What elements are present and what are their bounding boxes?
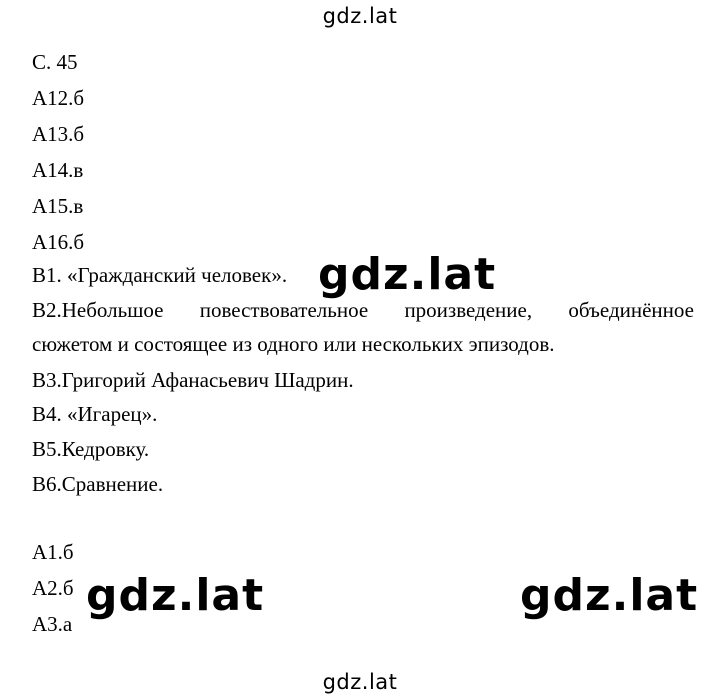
answer-line: В6.Сравнение. (32, 472, 164, 496)
answer-line: сюжетом и состоящее из одного или нескольких эпизодов. (32, 332, 555, 356)
answer-line: А3.а (32, 612, 73, 636)
big-watermark-bottom-left: gdz.lat (86, 570, 265, 621)
answer-line: А13.б (32, 122, 85, 146)
answer-line: А16.б (32, 230, 85, 254)
answer-line: А2.б (32, 576, 74, 600)
answer-line: В2.Небольшое повествовательное произведение, объединённое (32, 298, 694, 322)
answer-line: В3.Григорий Афанасьевич Шадрин. (32, 368, 354, 392)
answer-line: А1.б (32, 540, 74, 564)
answer-line: В5.Кедровку. (32, 437, 150, 461)
answer-line: В1. «Гражданский человек». (32, 263, 288, 287)
answer-line: В4. «Игарец». (32, 402, 158, 426)
answer-line: А15.в (32, 194, 84, 218)
answer-line: А12.б (32, 86, 85, 110)
answer-line: А14.в (32, 158, 84, 182)
big-watermark-middle: gdz.lat (318, 249, 497, 300)
big-watermark-bottom-right: gdz.lat (520, 570, 699, 621)
header-watermark: gdz.lat (322, 4, 398, 28)
footer-watermark: gdz.lat (322, 670, 398, 694)
page-reference: С. 45 (32, 50, 78, 74)
